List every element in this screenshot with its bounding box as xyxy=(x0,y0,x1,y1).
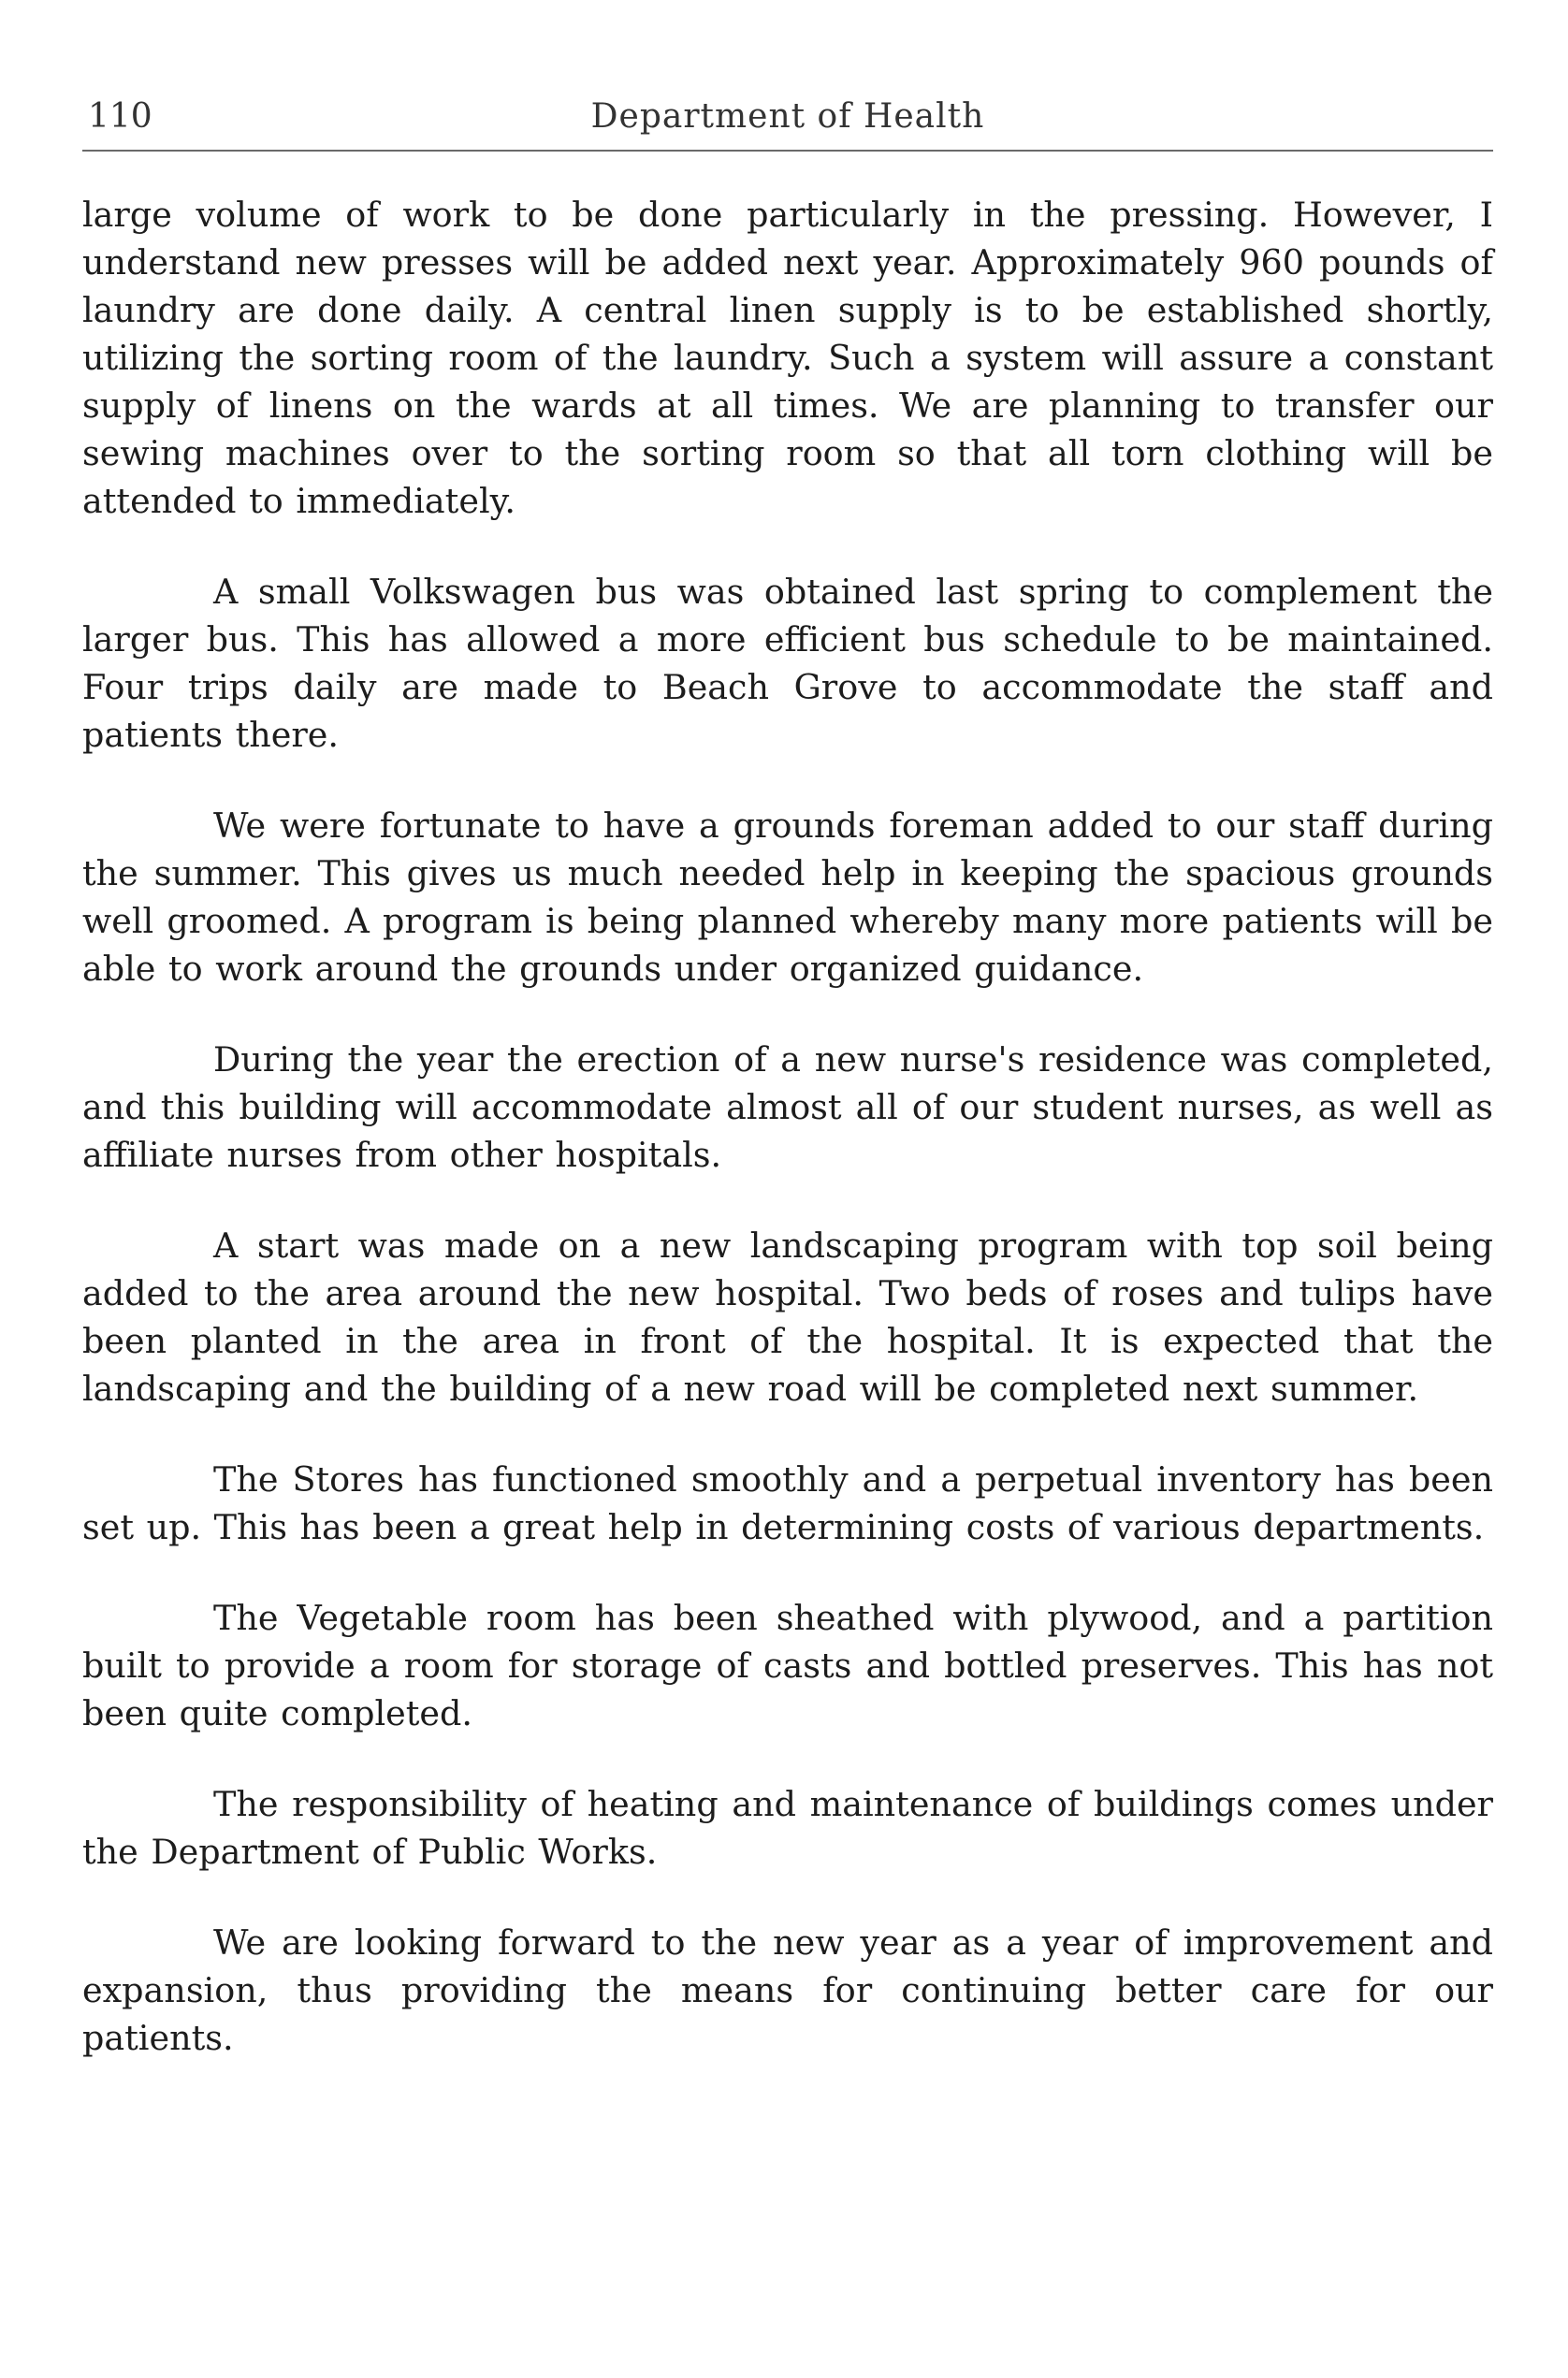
document-page xyxy=(82,0,1493,2378)
paragraph-nurses-residence: During the year the erection of a new nurse's residence was completed, and this building will accommodate almost all of our student nurses, as well as affiliate nurses from other hospitals. xyxy=(82,1039,1493,1175)
paragraph-volkswagen-bus: A small Volkswagen bus was obtained last spring to complement the larger bus. This has allowed a more efficient bus schedule to be maintained. Four trips daily are made to Beach Grove to accommodate the staff and patients there. xyxy=(82,572,1493,755)
running-title: Department of Health xyxy=(590,97,985,136)
paragraph-grounds-foreman: We were fortunate to have a grounds foreman added to our staff during the summer. This gives us much needed help in keeping the spacious grounds well groomed. A program is being planned whereby many more patients will be able to work around the grounds under organized guidance. xyxy=(82,805,1493,989)
page-header xyxy=(82,94,1493,152)
body-text xyxy=(82,191,1493,2062)
paragraph-heating-maintenance: The responsibility of heating and maintenance of buildings comes under the Department of Public Works. xyxy=(82,1784,1493,1872)
paragraph-laundry-continued: large volume of work to be done particularly in the pressing. However, I understand new presses will be added next year. Approximately 960 pounds of laundry are done daily. A central linen supply is to be established shortly, utilizing the sorting room of the laundry. Such a system will assure a constant supply of linens on the wards at all times. We are planning to transfer our sewing machines over to the sorting room so that all torn clothing will be attended to immediately. xyxy=(82,195,1493,521)
page-number: 110 xyxy=(88,97,152,136)
paragraph-landscaping: A start was made on a new landscaping program with top soil being added to the area around the new hospital. Two beds of roses and tulips have been planted in the area in front of the hospital. It is expected that the landscaping and the building of a new road will be completed next summer. xyxy=(82,1225,1493,1409)
paragraph-stores: The Stores has functioned smoothly and a perpetual inventory has been set up. This has been a great help in determining costs of various departments. xyxy=(82,1459,1493,1547)
paragraph-looking-forward: We are looking forward to the new year as a year of improvement and expansion, thus providing the means for continuing better care for our patients. xyxy=(82,1922,1493,2058)
paragraph-vegetable-room: The Vegetable room has been sheathed with plywood, and a partition built to provide a room for storage of casts and bottled preserves. This has not been quite completed. xyxy=(82,1598,1493,1733)
